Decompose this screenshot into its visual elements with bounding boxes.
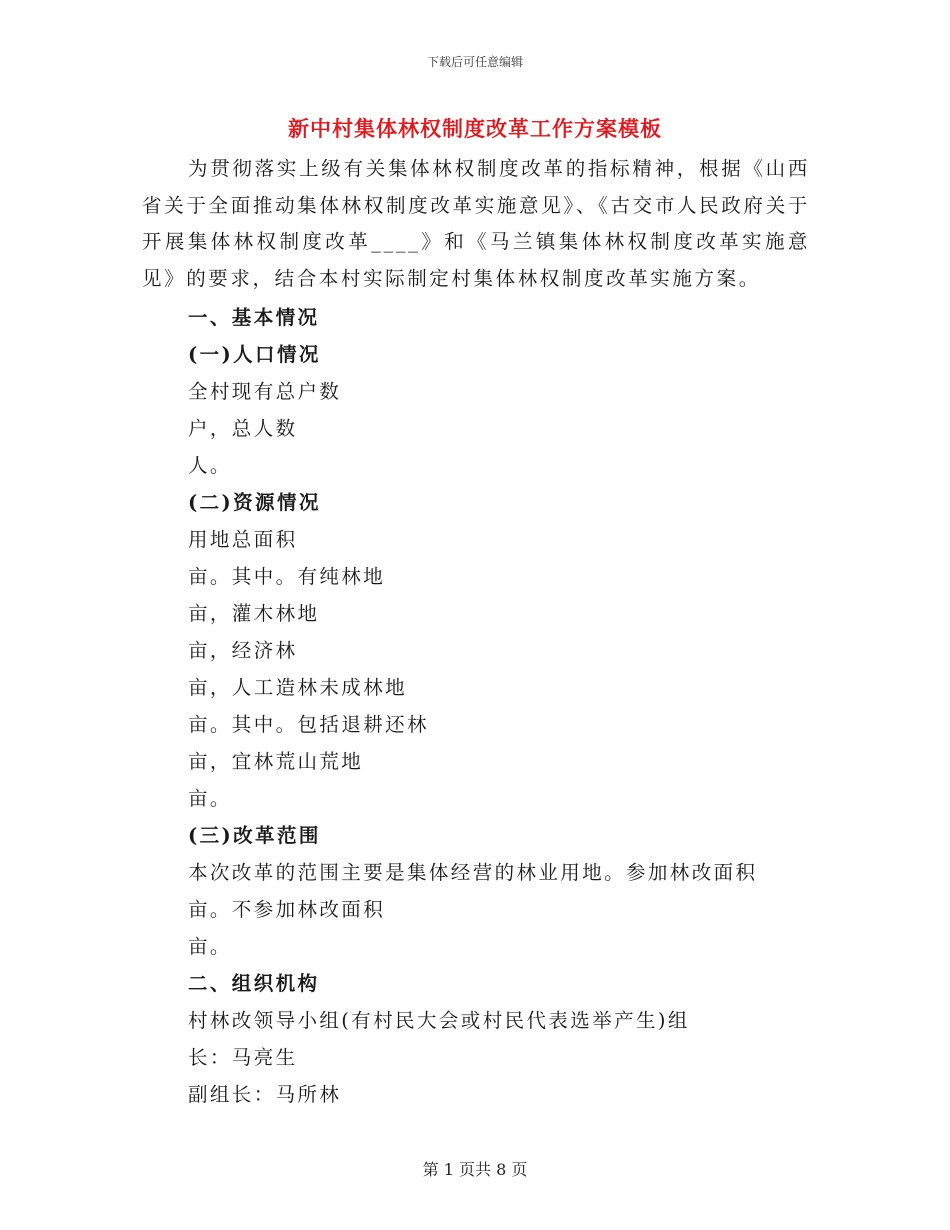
subheading-population: (一)人口情况 bbox=[188, 343, 321, 366]
text-line: 亩。 bbox=[188, 787, 232, 810]
section-heading-organization: 二、组织机构 bbox=[188, 972, 320, 995]
text-line: 用地总面积 bbox=[188, 528, 298, 551]
text-line: 亩。 bbox=[188, 935, 232, 958]
text-line: 人。 bbox=[188, 454, 232, 477]
text-line: 村林改领导小组(有村民大会或村民代表选举产生)组 bbox=[188, 1009, 690, 1032]
page-header-note: 下载后可任意编辑 bbox=[426, 55, 523, 69]
intro-paragraph: 为贯彻落实上级有关集体林权制度改革的指标精神，根据《山西省关于全面推动集体林权制度改革实施意见》、《古交市人民政府关于开展集体林权制度改革____》和《马兰镇集体林权制度改革实施意见》的要求，结合本村实际制定村集体林权制度改革实施方案。 bbox=[142, 157, 810, 290]
text-line: 全村现有总户数 bbox=[188, 380, 342, 403]
document-title: 新中村集体林权制度改革工作方案模板 bbox=[288, 116, 662, 141]
section-heading-basic-info: 一、基本情况 bbox=[188, 306, 320, 329]
text-line: 副组长：马所林 bbox=[188, 1083, 342, 1106]
subheading-resources: (二)资源情况 bbox=[188, 491, 321, 514]
text-line: 亩，灌木林地 bbox=[188, 602, 320, 625]
text-line: 亩，人工造林未成林地 bbox=[188, 676, 408, 699]
subheading-reform-scope: (三)改革范围 bbox=[188, 824, 321, 847]
text-line: 本次改革的范围主要是集体经营的林业用地。参加林改面积 bbox=[188, 861, 758, 884]
text-line: 亩。其中。包括退耕还林 bbox=[188, 713, 429, 736]
text-line: 亩。其中。有纯林地 bbox=[188, 565, 386, 588]
text-line: 亩。不参加林改面积 bbox=[188, 898, 386, 921]
text-line: 亩，经济林 bbox=[188, 639, 298, 662]
text-line: 亩，宜林荒山荒地 bbox=[188, 750, 364, 773]
text-line: 户，总人数 bbox=[188, 417, 298, 440]
text-line: 长：马亮生 bbox=[188, 1046, 298, 1069]
page-footer: 第 1 页共 8 页 bbox=[422, 1160, 528, 1179]
